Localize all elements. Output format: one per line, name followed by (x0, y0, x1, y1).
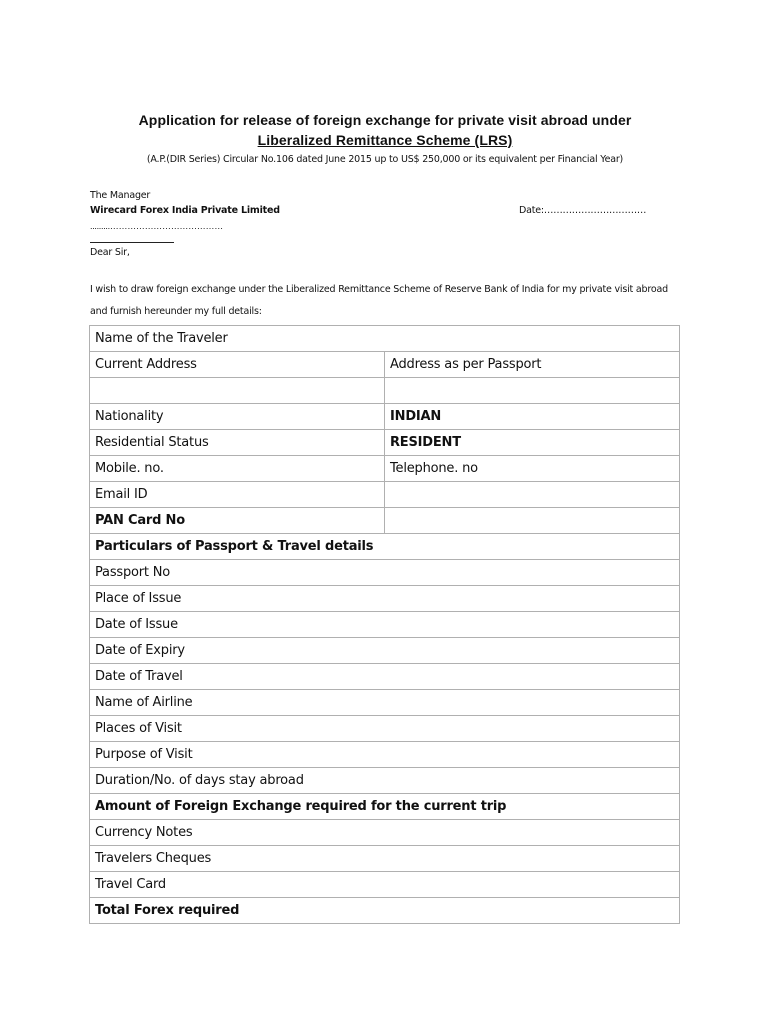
table-row (90, 378, 680, 404)
address-blank-line[interactable] (90, 242, 174, 243)
residential-status-label: Residential Status (90, 430, 385, 456)
date-of-expiry-field[interactable]: Date of Expiry (90, 638, 680, 664)
table-row (90, 664, 680, 690)
current-address-input[interactable] (90, 378, 385, 404)
table-row (90, 586, 680, 612)
passport-section-text: Particulars of Passport & Travel details (95, 539, 374, 554)
passport-address-input[interactable] (385, 378, 680, 404)
airline-field[interactable]: Name of Airline (90, 690, 680, 716)
table-row (90, 326, 680, 352)
current-address-label: Current Address (90, 352, 385, 378)
table-row (90, 352, 680, 378)
table-row (90, 820, 680, 846)
forex-section-heading (90, 794, 680, 820)
pan-label-text: PAN Card No (95, 513, 185, 528)
forex-section-text: Amount of Foreign Exchange required for the current trip (95, 799, 507, 814)
table-row (90, 716, 680, 742)
telephone-field[interactable]: Telephone. no (385, 456, 680, 482)
nationality-text: INDIAN (390, 409, 442, 424)
pan-input[interactable] (385, 508, 680, 534)
circular-reference: (A.P.(DIR Series) Circular No.106 dated June 2015 up to US$ 250,000 or its equivalent per Financial Year) (146, 154, 624, 165)
table-row (90, 404, 680, 430)
date-of-issue-field[interactable]: Date of Issue (90, 612, 680, 638)
nationality-label: Nationality (90, 404, 385, 430)
intro-paragraph-line-2: and furnish hereunder my full details: (90, 306, 262, 317)
table-row (90, 872, 680, 898)
residential-status-value[interactable] (385, 430, 680, 456)
table-row (90, 638, 680, 664)
passport-no-field[interactable]: Passport No (90, 560, 680, 586)
table-row (90, 482, 680, 508)
document-title (0, 110, 770, 150)
table-row (90, 456, 680, 482)
duration-field[interactable]: Duration/No. of days stay abroad (90, 768, 680, 794)
date-of-travel-field[interactable]: Date of Travel (90, 664, 680, 690)
label-name-of-traveler: Name of the Traveler (95, 331, 228, 346)
passport-section-heading (90, 534, 680, 560)
residential-status-text: RESIDENT (390, 435, 461, 450)
nationality-value[interactable] (385, 404, 680, 430)
table-row (90, 742, 680, 768)
total-forex-field[interactable] (90, 898, 680, 924)
email-label: Email ID (90, 482, 385, 508)
addressee: The Manager (90, 190, 151, 201)
table-row (90, 612, 680, 638)
mobile-field[interactable]: Mobile. no. (90, 456, 385, 482)
travel-card-field[interactable]: Travel Card (90, 872, 680, 898)
salutation: Dear Sir, (90, 247, 130, 258)
title-line-1: Application for release of foreign exchange for private visit abroad under (138, 112, 632, 128)
email-input[interactable] (385, 482, 680, 508)
table-row (90, 898, 680, 924)
place-of-issue-field[interactable]: Place of Issue (90, 586, 680, 612)
table-row (90, 508, 680, 534)
intro-paragraph-line-1: I wish to draw foreign exchange under the Liberalized Remittance Scheme of Reserve Bank of India for my private visit abroad (90, 284, 668, 295)
table-row (90, 690, 680, 716)
table-row (90, 534, 680, 560)
table-row (90, 794, 680, 820)
company-name: Wirecard Forex India Private Limited (90, 205, 280, 216)
table-row (90, 846, 680, 872)
pan-label (90, 508, 385, 534)
places-of-visit-field[interactable]: Places of Visit (90, 716, 680, 742)
date-field[interactable]: Date:…………………………… (519, 205, 647, 216)
purpose-of-visit-field[interactable]: Purpose of Visit (90, 742, 680, 768)
application-form-table (89, 325, 680, 924)
table-row (90, 768, 680, 794)
travelers-cheques-field[interactable]: Travelers Cheques (90, 846, 680, 872)
table-row (90, 560, 680, 586)
passport-address-label: Address as per Passport (385, 352, 680, 378)
address-dots-line[interactable]: .........………………………………… (90, 221, 223, 231)
traveler-name-field[interactable] (90, 326, 680, 352)
currency-notes-field[interactable]: Currency Notes (90, 820, 680, 846)
title-line-2: Liberalized Remittance Scheme (LRS) (257, 132, 513, 148)
total-forex-text: Total Forex required (95, 903, 240, 918)
table-row (90, 430, 680, 456)
